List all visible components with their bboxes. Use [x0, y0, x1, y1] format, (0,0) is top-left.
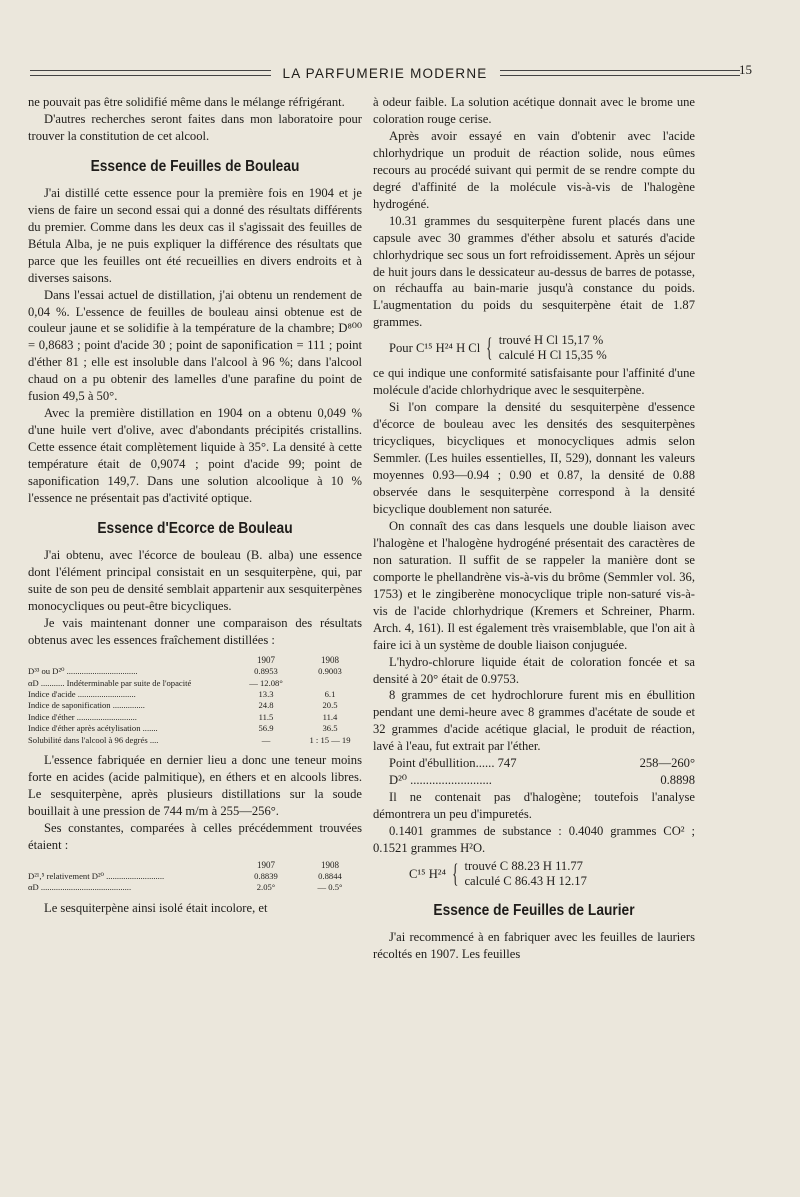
section-title: Essence de Feuilles de Bouleau [90, 157, 300, 175]
paragraph: J'ai obtenu, avec l'écorce de bouleau (B. alba) une essence dont l'élément principal consistait en un sesquiterpène, qui, par suite de son peu de densité semblait appartenir aux sesquiterpènes monocycliques ou peut-être bicycliques. [28, 547, 362, 613]
cell-value: 13.3 [258, 688, 274, 699]
paragraph: à odeur faible. La solution acétique donnait avec le brome une coloration rouge cerise. [373, 95, 695, 126]
left-column [28, 94, 362, 917]
paragraph: 10.31 grammes du sesquiterpène furent placés dans une capsule avec 30 grammes d'éther absolu et saturés d'acide chlorhydrique sec sous un fort refroidissement. Après un séjour de huit jours dans le dessicateur au-dessus de barres de potasse, on réchauffa au bain-marie jusqu'à constance du poids. L'augmentation du poids du sesquiterpène était de 1.87 grammes. [373, 213, 695, 330]
table-row [28, 700, 362, 711]
table-row [28, 666, 362, 677]
cell-value: 36.5 [322, 723, 338, 734]
paragraph: ne pouvait pas être solidifié même dans le mélange réfrigérant. [28, 95, 345, 109]
boiling-point-value: 258—260° [639, 756, 695, 771]
year-header: 1908 [321, 654, 339, 665]
density-row [373, 772, 695, 789]
row-label: D²¹,⁵ relativement D²⁰ ........................... [28, 871, 165, 882]
density-label: D²⁰ .......................... [389, 773, 492, 788]
cell-value: 0.9003 [318, 666, 342, 677]
paragraph: L'hydro-chlorure liquide était de coloration foncée et sa densité à 20° était de 0.9753. [373, 654, 695, 686]
formula-label: Pour C¹⁵ H²⁴ H Cl [389, 340, 481, 355]
row-label: αD ........... Indéterminable par suite de l'opacité [28, 677, 192, 688]
year-header: 1907 [257, 654, 275, 665]
cell-value: 1 : 15 — 19 [309, 734, 351, 745]
formula-calculated: calculé C 86.43 H 12.17 [464, 873, 587, 888]
paragraph: D'autres recherches seront faites dans mon laboratoire pour trouver la constitution de cet alcool. [28, 111, 362, 143]
cell-value: 0.8839 [254, 871, 278, 882]
paragraph: Je vais maintenant donner une comparaison des résultats obtenus avec les essences fraîchement distillées : [28, 615, 362, 647]
formula-found: trouvé C 88.23 H 11.77 [464, 858, 583, 873]
constants-table [28, 860, 362, 894]
paragraph: ce qui indique une conformité satisfaisante pour l'affinité d'une molécule d'acide chlorhydrique avec le sesquiterpène. [373, 366, 695, 398]
row-label: Indice d'acide ........................... [28, 688, 136, 699]
paragraph: On connaît des cas dans lesquels une double liaison avec l'halogène et l'halogène hydrogéné présentait des caractères de non saturation. Il suffit de se rappeler la manière dont se comporte le phellandrène vis-à-vis du brôme (Semmler vol. 36, 1753) et le zingiberène monocyclique triple non-saturé vis-à-vis de l'acide chlorhydrique (Kremers et Schreiner, Pharm. Arch. 4, 161). Il est également très vraisemblable, que l'on ait à faire ici à un système de double liaison conjuguée. [373, 518, 695, 652]
formula-hcl [373, 333, 695, 363]
paragraph: Après avoir essayé en vain d'obtenir avec l'acide chlorhydrique un produit de réaction solide, nous eûmes recours au procédé suivant qui permit de se rendre compte du degré d'affinité de la molécule vis-à-vis de l'halogène hydrogéné. [373, 128, 695, 211]
cell-value [298, 678, 362, 689]
table-row [28, 723, 362, 734]
paragraph: Dans l'essai actuel de distillation, j'ai obtenu un rendement de 0,04 %. L'essence de feuilles de bouleau ainsi obtenue est de couleur jaune et se solidifie à la température de la chambre; D⁸⁰⁰ = 0,8683 ; point d'acide 30 ; point de saponification = 111 ; point d'éther 81 ; elle est insoluble dans l'alcool à 96 %; dans l'alcool chaud on a pu obtenir des lamelles d'une parafine du point de fusion 49,5 à 50°. [28, 287, 362, 404]
cell-value: 11.4 [322, 711, 338, 722]
cell-value: — [261, 734, 271, 745]
paragraph: J'ai recommencé à en fabriquer avec les feuilles de lauriers récoltés en 1907. Les feuilles [373, 929, 695, 961]
cell-value: — 12.08° [249, 677, 283, 688]
row-label: αD .......................................... [28, 882, 132, 893]
table-row [28, 882, 362, 893]
table-header-row [28, 655, 362, 666]
table-row [28, 871, 362, 882]
paragraph: L'essence fabriquée en dernier lieu a donc une teneur moins forte en acides (acide palmitique), en éthers et en alcools libres. Le sesquiterpène, après plusieurs distillations sur la soude bouillait à une pression de 744 m/m à 255—256°. [28, 752, 362, 818]
header-rule-right [500, 70, 741, 76]
paragraph: J'ai distillé cette essence pour la première fois en 1904 et je viens de faire un second essai qui a donné des résultats différents du premier. Comme dans les deux cas il s'agissait des feuilles de Bétula Alba, je ne puis expliquer la différence des résultats que parce que les feuilles ont été recueillies en divers endroits et à diverses saisons. [28, 185, 362, 285]
paragraph: Ses constantes, comparées à celles précédemment trouvées étaient : [28, 820, 362, 852]
right-column [373, 94, 695, 963]
density-value: 0.8898 [660, 773, 695, 788]
page-number: 15 [739, 62, 752, 77]
boiling-point-row [373, 755, 695, 772]
cell-value: 20.5 [322, 700, 338, 711]
paragraph: 8 grammes de cet hydrochlorure furent mis en ébullition pendant une demi-heure avec 8 grammes d'acétate de soude et 32 grammes d'acide acétique glacial, le produit de réaction, lavé à l'eau, fut extrait par l'éther. [373, 688, 695, 754]
table-header-row [28, 860, 362, 871]
row-label: Indice de saponification ............... [28, 700, 145, 711]
table-row [28, 735, 362, 746]
formula-calculated: calculé H Cl 15,35 % [498, 348, 607, 363]
year-header: 1907 [257, 859, 275, 870]
year-header: 1908 [321, 859, 339, 870]
cell-value: 6.1 [324, 688, 336, 699]
row-label: D³³ ou D²⁰ ................................. [28, 666, 138, 677]
boiling-point-label: Point d'ébullition...... 747 [389, 756, 517, 771]
table-row [28, 678, 362, 689]
cell-value: 24.8 [258, 700, 274, 711]
table-row [28, 689, 362, 700]
row-label: Indice d'éther après acétylisation ....... [28, 723, 158, 734]
cell-value: 0.8844 [318, 871, 342, 882]
cell-value: — 0.5° [317, 882, 343, 893]
formula-carbon-hydrogen [373, 859, 695, 889]
section-title: Essence de Feuilles de Laurier [433, 901, 635, 919]
cell-value: 11.5 [258, 711, 274, 722]
paragraph: 0.1401 grammes de substance : 0.4040 grammes CO² ; 0.1521 grammes H²O. [373, 824, 695, 856]
formula-label: C¹⁵ H²⁴ [409, 866, 446, 881]
table-row [28, 712, 362, 723]
paragraph: Si l'on compare la densité du sesquiterpène d'essence d'écorce de bouleau avec les densités des sesquiterpènes tricycliques, bicycliques et monocycliques admis selon Semmler. (Les huiles essentielles, II, 529), donnant les valeurs moyennes 0.93—0.94 ; 0.90 et 0.87, la densité de 0.88 observée dans le sesquiterpène correspond à la densité bicyclique doublement non saturée. [373, 400, 695, 516]
cell-value: 0.8953 [254, 666, 278, 677]
paragraph: Avec la première distillation en 1904 on a obtenu 0,049 % d'une huile vert d'olive, avec d'abondants précipités cristallins. Cette essence était complètement liquide à 35°. La densité à cette température était de 0,9074 ; point d'acide 99; point de saponification 149,7. Dans une solution alcoolique à 10 % l'essence ne présentait pas d'activité optique. [28, 406, 362, 506]
paragraph: Le sesquiterpène ainsi isolé était incolore, et [44, 900, 268, 915]
cell-value: 56.9 [258, 723, 274, 734]
comparison-table [28, 655, 362, 746]
page-header [30, 62, 740, 84]
section-title: Essence d'Ecorce de Bouleau [97, 519, 293, 537]
formula-found: trouvé H Cl 15,17 % [498, 333, 604, 348]
brace-icon: { [452, 858, 459, 888]
row-label: Solubilité dans l'alcool à 96 degrés .... [28, 734, 159, 745]
row-label: Indice d'éther ............................ [28, 711, 137, 722]
cell-value: 2.05° [256, 882, 276, 893]
header-rule-left [30, 70, 271, 76]
journal-title: LA PARFUMERIE MODERNE [282, 65, 488, 81]
paragraph: Il ne contenait pas d'halogène; toutefois l'analyse démontrera un peu d'impuretés. [373, 790, 695, 822]
brace-icon: { [486, 333, 493, 363]
